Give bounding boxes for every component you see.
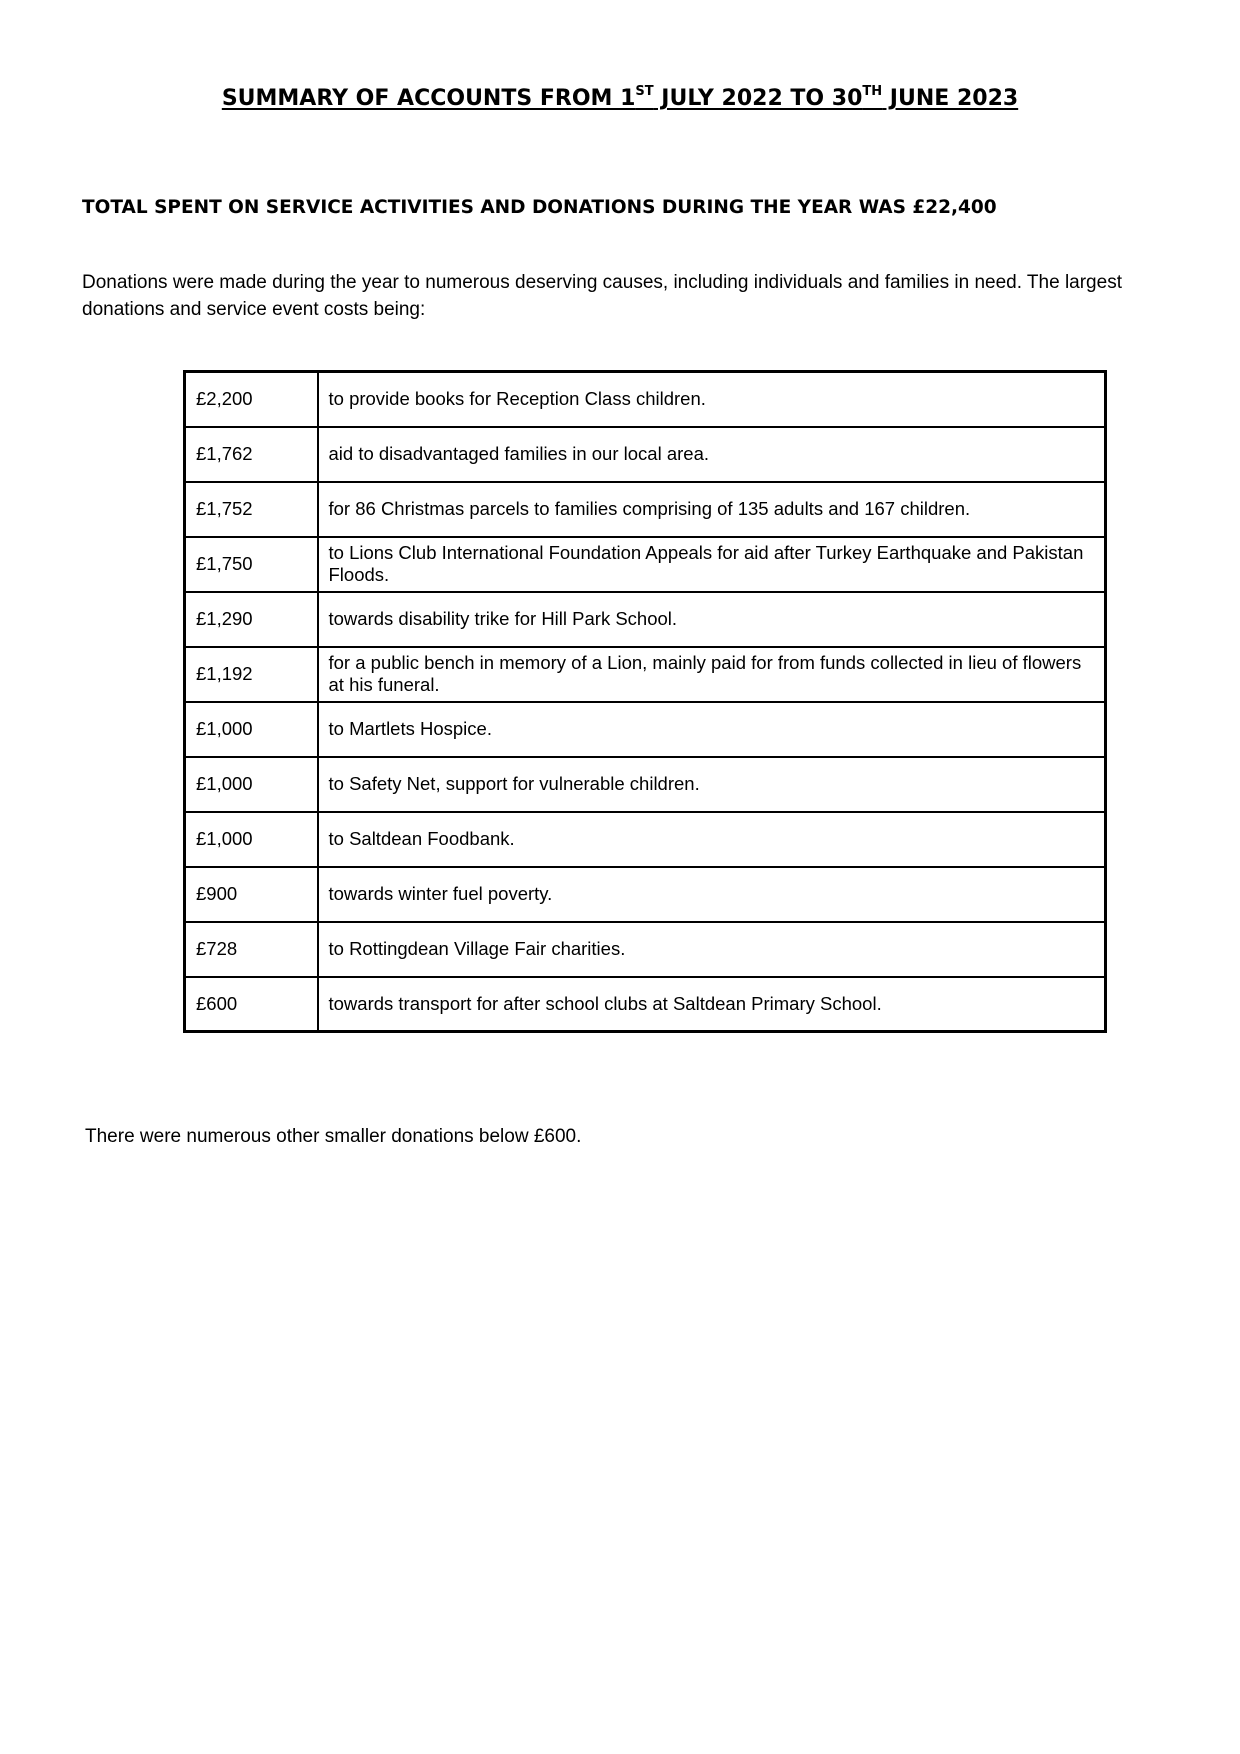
donation-amount: £1,750	[185, 537, 318, 592]
title-superscript-2: TH	[862, 84, 883, 99]
table-row	[185, 867, 1106, 922]
page-title-underlined	[222, 86, 1018, 111]
donation-description: towards transport for after school clubs at Saltdean Primary School.	[318, 977, 1106, 1032]
donation-amount: £1,000	[185, 702, 318, 757]
footer-note: There were numerous other smaller donations below £600.	[85, 1126, 582, 1147]
donation-amount: £1,000	[185, 757, 318, 812]
donation-description: for a public bench in memory of a Lion, mainly paid for from funds collected in lieu of flowers at his funeral.	[318, 647, 1106, 702]
donation-amount: £1,000	[185, 812, 318, 867]
table-row	[185, 592, 1106, 647]
table-row	[185, 812, 1106, 867]
donation-amount: £1,192	[185, 647, 318, 702]
donation-description: to provide books for Reception Class children.	[318, 372, 1106, 427]
table-row	[185, 647, 1106, 702]
table-row	[185, 427, 1106, 482]
donation-amount: £2,200	[185, 372, 318, 427]
donation-description: aid to disadvantaged families in our local area.	[318, 427, 1106, 482]
table-row	[185, 702, 1106, 757]
donation-amount: £1,762	[185, 427, 318, 482]
donation-amount: £600	[185, 977, 318, 1032]
donation-description: towards disability trike for Hill Park School.	[318, 592, 1106, 647]
donation-description: for 86 Christmas parcels to families comprising of 135 adults and 167 children.	[318, 482, 1106, 537]
table-row	[185, 482, 1106, 537]
table-row	[185, 977, 1106, 1032]
donation-amount: £900	[185, 867, 318, 922]
donations-table	[183, 370, 1107, 1033]
table-row	[185, 922, 1106, 977]
donation-description: to Safety Net, support for vulnerable children.	[318, 757, 1106, 812]
intro-paragraph: Donations were made during the year to numerous deserving causes, including individuals and families in need. The largest donations and service event costs being:	[82, 272, 1122, 320]
title-superscript-1: ST	[635, 84, 654, 99]
title-part-2: JULY 2022 TO 30	[653, 86, 863, 111]
donation-amount: £728	[185, 922, 318, 977]
table-row	[185, 537, 1106, 592]
total-spent-heading: TOTAL SPENT ON SERVICE ACTIVITIES AND DONATIONS DURING THE YEAR WAS £22,400	[82, 197, 997, 218]
donation-description: to Rottingdean Village Fair charities.	[318, 922, 1106, 977]
donation-amount: £1,290	[185, 592, 318, 647]
donation-description: to Martlets Hospice.	[318, 702, 1106, 757]
donation-amount: £1,752	[185, 482, 318, 537]
donation-description: to Lions Club International Foundation Appeals for aid after Turkey Earthquake and Pakistan Floods.	[318, 537, 1106, 592]
donation-description: towards winter fuel poverty.	[318, 867, 1106, 922]
table-row	[185, 372, 1106, 427]
donation-description: to Saltdean Foodbank.	[318, 812, 1106, 867]
table-row	[185, 757, 1106, 812]
title-part-1: SUMMARY OF ACCOUNTS FROM 1	[221, 86, 636, 111]
page-title	[0, 86, 1240, 111]
title-part-3: JUNE 2023	[882, 86, 1019, 111]
